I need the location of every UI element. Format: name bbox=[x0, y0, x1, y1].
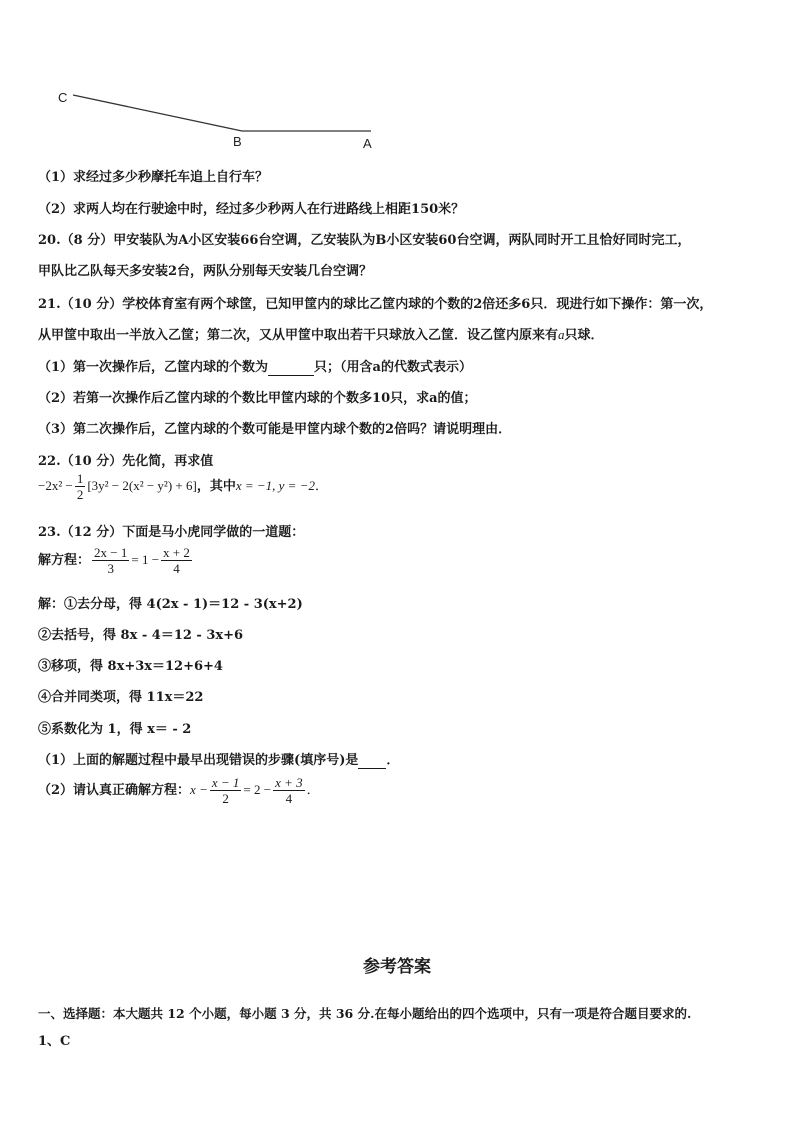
q23-part2-end: ． bbox=[306, 783, 320, 798]
q23-part2-frac2 bbox=[273, 775, 305, 806]
q23-step1: 解：①去分母，得 4(2x - 1)＝12 - 3(x+2) bbox=[38, 597, 303, 612]
q22-frac-den: 2 bbox=[76, 487, 84, 502]
segment-cb bbox=[73, 95, 242, 131]
answer-blank bbox=[268, 360, 314, 376]
q23-line1: 23.（12 分）下面是马小虎同学做的一道题： bbox=[38, 525, 305, 540]
q23-part2-label: （2）请认真正确解方程： bbox=[38, 783, 191, 798]
q22-end: ． bbox=[314, 479, 328, 494]
label-a: A bbox=[363, 136, 372, 151]
q21-line1: 21.（10 分）学校体育室有两个球筐，已知甲筐内的球比乙筐内球的个数的2倍还多6只．现进行如下操作：第一次， bbox=[38, 297, 713, 312]
answer-blank bbox=[358, 753, 386, 769]
q23-eq-mid: = 1 − bbox=[131, 552, 160, 567]
q23-solve-label: 解方程： bbox=[38, 553, 91, 568]
q23-equation bbox=[38, 545, 194, 576]
q21-line2-end: 只球． bbox=[564, 328, 604, 343]
q23-part2 bbox=[38, 775, 320, 806]
answers-heading: 参考答案 bbox=[363, 957, 431, 977]
q21-part1-text: （1）第一次操作后，乙筐内球的个数为 bbox=[38, 360, 269, 375]
q23-part1-text: （1）上面的解题过程中最早出现错误的步骤(填序号)是 bbox=[38, 753, 359, 768]
q21-part3: （3）第二次操作后，乙筐内球的个数可能是甲筐内球个数的2倍吗？请说明理由． bbox=[38, 422, 512, 437]
q22-frac-num: 1 bbox=[76, 471, 84, 486]
q23-part2-frac1 bbox=[210, 775, 242, 806]
q22-expr-b: [3y² − 2(x² − y²) + 6] bbox=[87, 478, 197, 493]
q22-line1: 22.（10 分）先化简，再求值 bbox=[38, 454, 214, 469]
q23-frac2 bbox=[161, 545, 192, 576]
q23-step5: ⑤系数化为 1，得 x＝ - 2 bbox=[38, 722, 192, 737]
q23-step4: ④合并同类项，得 11x＝22 bbox=[38, 690, 204, 705]
q21-var-a: a bbox=[558, 327, 565, 342]
q23-part1 bbox=[38, 749, 399, 769]
q23-part2-frac2-num: x + 3 bbox=[275, 775, 303, 790]
q23-frac1-den: 3 bbox=[107, 561, 114, 576]
q19-part1: （1）求经过多少秒摩托车追上自行车？ bbox=[38, 170, 269, 185]
q23-part2-frac1-num: x − 1 bbox=[211, 775, 240, 790]
q22-expr-a: −2x² − bbox=[38, 478, 73, 493]
answer-1: 1、C bbox=[38, 1034, 71, 1049]
q21-part2: （2）若第一次操作后乙筐内球的个数比甲筐内球的个数多10只，求a的值； bbox=[38, 391, 477, 406]
q22-expression bbox=[38, 471, 328, 502]
q19-part2: （2）求两人均在行驶途中时，经过多少秒两人在行进路线上相距150米？ bbox=[38, 202, 465, 217]
q23-frac1 bbox=[92, 545, 129, 576]
q23-part2-frac2-den: 4 bbox=[285, 791, 293, 806]
label-c: C bbox=[58, 90, 68, 105]
q22-cond-label: ，其中 bbox=[196, 479, 236, 494]
q22-condition: x = −1, y = −2 bbox=[235, 478, 315, 493]
q23-frac1-num: 2x − 1 bbox=[94, 545, 128, 560]
q23-part2-mid: = 2 − bbox=[243, 782, 272, 797]
q23-frac2-den: 4 bbox=[173, 561, 180, 576]
q20-line1: 20.（8 分）甲安装队为A小区安装66台空调，乙安装队为B小区安装60台空调，两队同时开工且恰好同时完工， bbox=[38, 233, 691, 248]
q23-step2: ②去括号，得 8x - 4＝12 - 3x+6 bbox=[38, 628, 244, 643]
label-b: B bbox=[233, 134, 242, 149]
q21-part1-end: 只；（用含a的代数式表示） bbox=[314, 360, 472, 375]
q21-part1 bbox=[38, 356, 472, 376]
q21-line2 bbox=[38, 324, 604, 343]
q23-part2-x: x − bbox=[190, 782, 208, 797]
answers-section-intro: 一、选择题：本大题共 12 个小题，每小题 3 分，共 36 分.在每小题给出的四个选项中，只有一项是符合题目要求的. bbox=[38, 1006, 692, 1021]
q23-frac2-num: x + 2 bbox=[163, 545, 190, 560]
q23-step3: ③移项，得 8x+3x＝12+6+4 bbox=[38, 659, 223, 674]
cba-diagram bbox=[50, 82, 390, 154]
q23-part1-end: ． bbox=[386, 753, 400, 768]
q20-line2: 甲队比乙队每天多安装2台，两队分别每天安装几台空调？ bbox=[38, 264, 373, 279]
q23-part2-frac1-den: 2 bbox=[222, 791, 229, 806]
q22-fraction bbox=[75, 471, 86, 502]
q21-line2-text: 从甲筐中取出一半放入乙筐；第二次，又从甲筐中取出若干只球放入乙筐．设乙筐内原来有 bbox=[38, 328, 559, 343]
